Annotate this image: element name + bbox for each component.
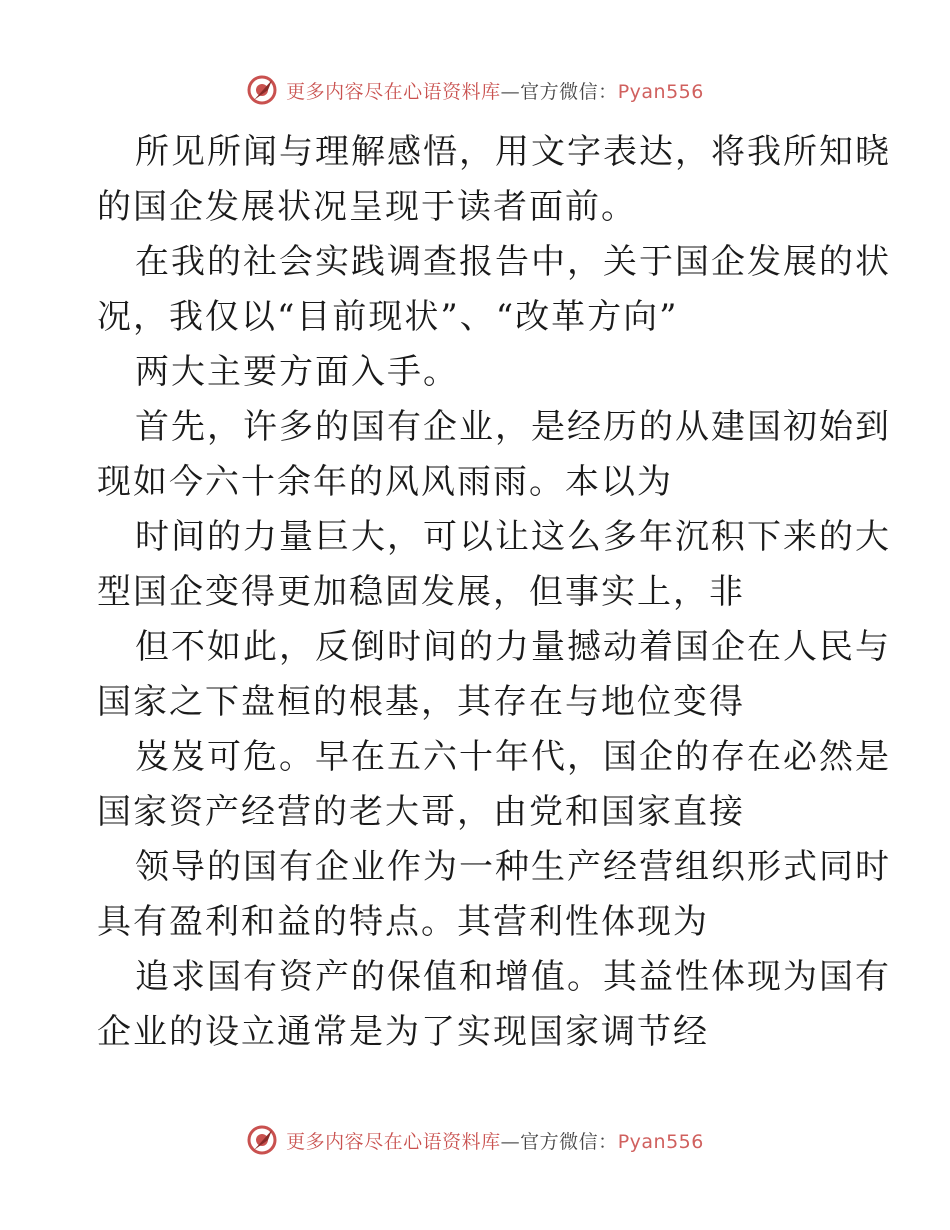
text-line: 型国企变得更加稳固发展，但事实上，非 [97, 572, 745, 612]
text-line: 国家之下盘桓的根基，其存在与地位变得 [97, 682, 745, 722]
text-line: 岌岌可危。早在五六十年代，国企的存在必然是 [135, 737, 891, 777]
text-line: 所见所闻与理解感悟，用文字表达，将我所知晓 [135, 132, 891, 172]
text-line: 的国企发展状况呈现于读者面前。 [97, 187, 637, 227]
text-line: 两大主要方面入手。 [135, 352, 459, 392]
text-line: 时间的力量巨大，可以让这么多年沉积下来的大 [135, 517, 891, 557]
text-line: 国家资产经营的老大哥，由党和国家直接 [97, 792, 745, 832]
text-line: 首先，许多的国有企业，是经历的从建国初始到 [135, 407, 891, 447]
watermark-text [286, 1127, 704, 1154]
text-line: 现如今六十余年的风风雨雨。本以为 [97, 462, 673, 502]
text-line: 企业的设立通常是为了实现国家调节经 [97, 1012, 709, 1052]
watermark-id: Pyan556 [617, 80, 704, 103]
text-line: 追求国有资产的保值和增值。其益性体现为国有 [135, 957, 891, 997]
text-line: 具有盈利和益的特点。其营利性体现为 [97, 902, 709, 942]
text-line: 在我的社会实践调查报告中，关于国企发展的状 [135, 242, 891, 282]
watermark-id: Pyan556 [617, 1130, 704, 1153]
watermark-text [286, 77, 704, 104]
watermark-separator: — [500, 80, 521, 103]
text-line: 领导的国有企业作为一种生产经营组织形式同时 [135, 847, 891, 887]
text-line: 但不如此，反倒时间的力量撼动着国企在人民与 [135, 627, 891, 667]
watermark-main: 更多内容尽在心语资料库 [286, 80, 501, 103]
watermark-main: 更多内容尽在心语资料库 [286, 1130, 501, 1153]
footer-watermark [0, 1120, 950, 1160]
document-body [97, 125, 891, 1060]
watermark-label: 官方微信： [520, 80, 618, 103]
watermark-separator: — [500, 1130, 521, 1153]
text-line: 况，我仅以“目前现状”、“改革方向” [97, 297, 679, 337]
quill-logo-icon [246, 74, 278, 106]
quill-logo-icon [246, 1124, 278, 1156]
watermark-label: 官方微信： [520, 1130, 618, 1153]
header-watermark [0, 70, 950, 110]
